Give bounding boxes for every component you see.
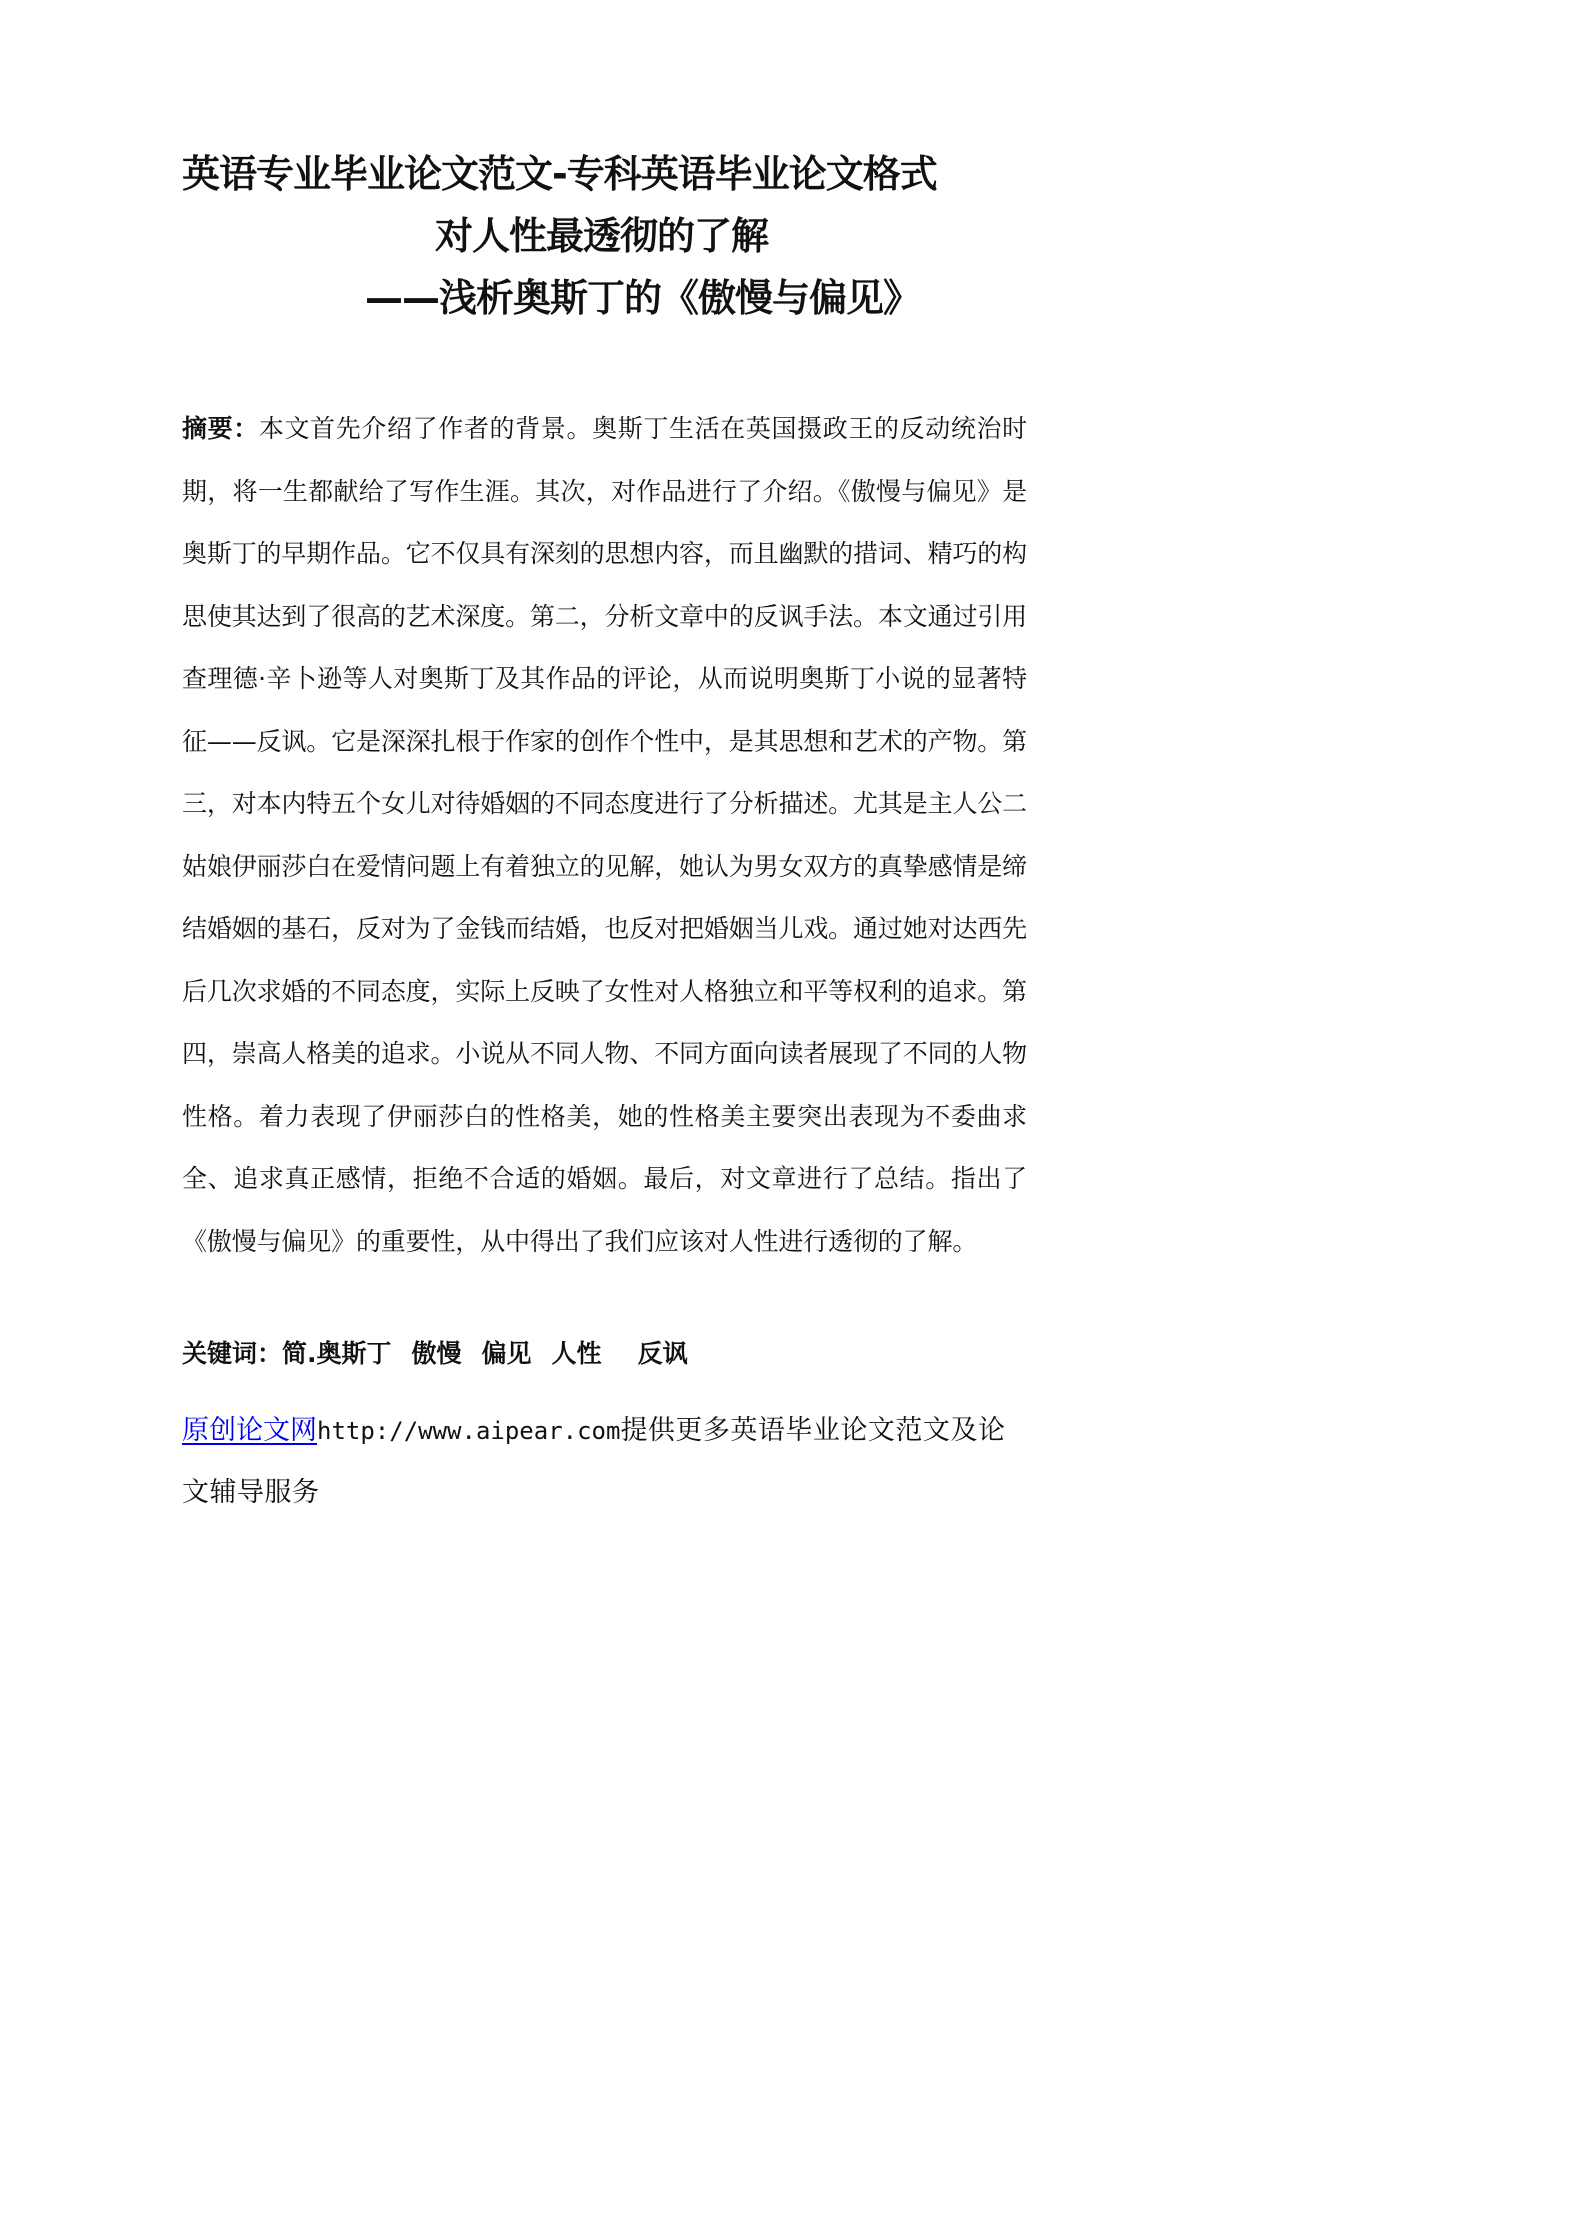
abstract-label: 摘要：	[182, 414, 259, 443]
promo-url: http://www.aipear.com	[317, 1417, 621, 1445]
promo-link[interactable]: 原创论文网	[182, 1415, 317, 1446]
keywords-label: 关键词：	[182, 1339, 283, 1368]
document-title: 英语专业毕业论文范文-专科英语毕业论文格式	[182, 152, 937, 196]
abstract-paragraph	[182, 398, 1027, 1273]
keyword-item: 反讽	[637, 1339, 688, 1368]
keywords-line	[182, 1334, 1027, 1374]
keyword-item: 人性	[551, 1339, 602, 1368]
keyword-item: 傲慢	[411, 1339, 462, 1368]
document-subtitle-line2: ——浅析奥斯丁的《傲慢与偏见》	[365, 276, 921, 320]
keyword-item: 简.奥斯丁	[282, 1339, 392, 1368]
promo-text: 提供更多英语毕业论文范文及论文辅导服务	[182, 1415, 1006, 1508]
abstract-text: 本文首先介绍了作者的背景。奥斯丁生活在英国摄政王的反动统治时期，将一生都献给了写作生涯。其次，对作品进行了介绍。《傲慢与偏见》是奥斯丁的早期作品。它不仅具有深刻的思想内容，而且幽默的措词、精巧的构思使其达到了很高的艺术深度。第二，分析文章中的反讽手法。本文通过引用查理德·辛卜逊等人对奥斯丁及其作品的评论，从而说明奥斯丁小说的显著特征——反讽。它是深深扎根于作家的创作个性中，是其思想和艺术的产物。第三，对本内特五个女儿对待婚姻的不同态度进行了分析描述。尤其是主人公二姑娘伊丽莎白在爱情问题上有着独立的见解，她认为男女双方的真挚感情是缔结婚姻的基石，反对为了金钱而结婚，也反对把婚姻当儿戏。通过她对达西先后几次求婚的不同态度，实际上反映了女性对人格独立和平等权利的追求。第四，崇高人格美的追求。小说从不同人物、不同方面向读者展现了不同的人物性格。着力表现了伊丽莎白的性格美，她的性格美主要突出表现为不委曲求全、追求真正感情，拒绝不合适的婚姻。最后，对文章进行了总结。指出了《傲慢与偏见》的重要性，从中得出了我们应该对人性进行透彻的了解。	[182, 414, 1027, 1256]
promo-paragraph	[182, 1400, 1027, 1524]
keyword-item: 偏见	[481, 1339, 532, 1368]
document-subtitle-line1: 对人性最透彻的了解	[435, 214, 769, 258]
